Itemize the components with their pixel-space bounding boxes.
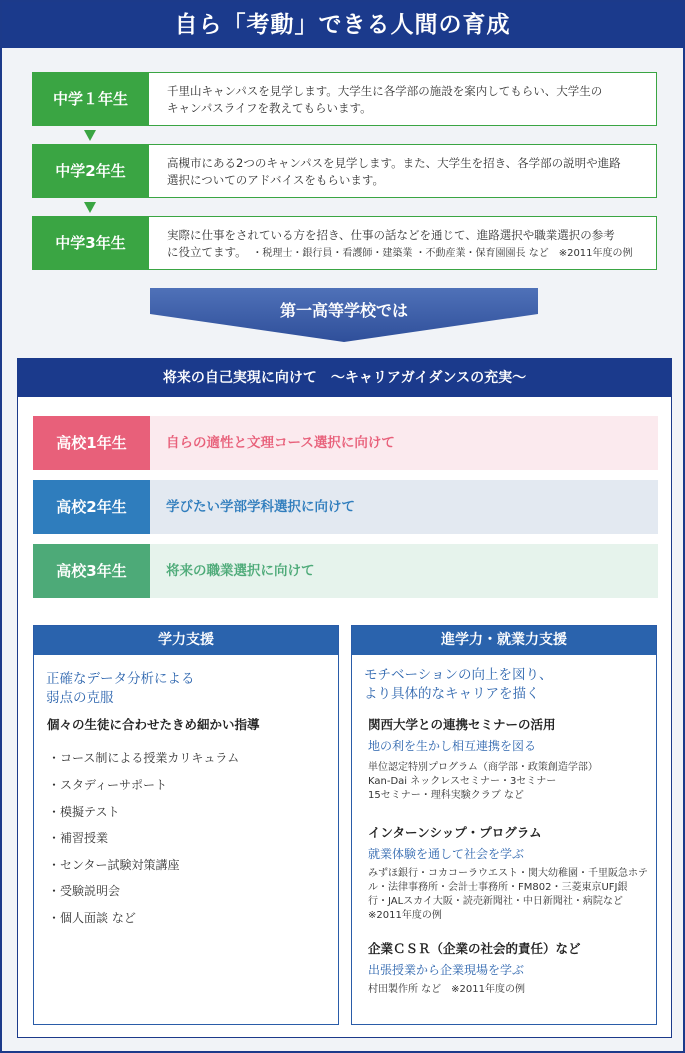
grade-description: 実際に仕事をされている方を招き、仕事の話などを通じて、進路選択や職業選択の参考 に役立てます。 ・税理士・銀行員・看護師・建築業 ・不動産業・保育園園長 など ※2011年度の例 — [149, 216, 657, 270]
section-title: 企業ＣＳＲ（企業の社会的責任）など — [368, 941, 581, 956]
section-subtitle: 出張授業から企業現場を学ぶ — [368, 963, 525, 977]
grade-goal: 将来の職業選択に向けて — [150, 544, 658, 598]
panel-header: 将来の自己実現に向けて ～キャリアガイダンスの充実～ — [18, 359, 671, 397]
list-item: ・模擬テスト — [48, 805, 120, 819]
grade-label: 中学3年生 — [32, 216, 149, 270]
page-title: 自ら「考動」できる人間の育成 — [2, 2, 683, 48]
grade-description: 高槻市にある2つのキャンパスを見学します。また、大学生を招き、各学部の説明や進路 選択についてのアドバイスをもらいます。 — [149, 144, 657, 198]
list-item: ・センター試験対策講座 — [48, 858, 180, 872]
junior-high-row-1 — [32, 72, 657, 126]
junior-high-row-3 — [32, 216, 657, 270]
career-support-box — [351, 625, 657, 1025]
section-body: 単位認定特別プログラム（商学部・政策創造学部） Kan-Dai ネックレスセミナー・3セミナー 15セミナー・理科実験クラブ など — [368, 762, 598, 801]
junior-high-row-2 — [32, 144, 657, 198]
grade-label: 高校3年生 — [33, 544, 150, 598]
section-title: インターンシップ・プログラム — [368, 825, 542, 840]
banner-text: 第一高等学校では — [279, 301, 408, 320]
grade-goal: 学びたい学部学科選択に向けて — [150, 480, 658, 534]
down-arrow-icon — [84, 202, 96, 213]
box-lead-line: より具体的なキャリアを描く — [364, 686, 540, 702]
high-school-row-2 — [33, 480, 658, 534]
section-subtitle: 地の利を生かし相互連携を図る — [368, 739, 537, 753]
grade-goal: 自らの適性と文理コース選択に向けて — [150, 416, 658, 470]
list-item: ・コース制による授業カリキュラム — [48, 751, 240, 765]
grade-label: 中学2年生 — [32, 144, 149, 198]
box-lead-line: 正確なデータ分析による — [46, 671, 195, 687]
transition-banner — [150, 288, 538, 342]
academic-support-box — [33, 625, 339, 1025]
high-school-panel — [17, 358, 672, 1038]
grade-description: 千里山キャンパスを見学します。大学生に各学部の施設を案内してもらい、大学生の キャンパスライフを教えてもらいます。 — [149, 72, 657, 126]
grade-label: 中学１年生 — [32, 72, 149, 126]
list-item: ・スタディーサポート — [48, 778, 168, 792]
grade-label: 高校1年生 — [33, 416, 150, 470]
list-item: ・補習授業 — [48, 831, 109, 845]
section-subtitle: 就業体験を通して社会を学ぶ — [368, 847, 525, 861]
high-school-row-3 — [33, 544, 658, 598]
section-body: みずほ銀行・コカコーラウエスト・関大幼稚園・千里阪急ホテ ル・法律事務所・会計士事務所・FM802・三菱東京UFJ銀 行・JALスカイ大阪・読売新聞社・中日新聞社・病院など ※2011年度の例 — [368, 868, 648, 921]
example-note: ・税理士・銀行員・看護師・建築業 ・不動産業・保育園園長 など ※2011年度の例 — [252, 248, 633, 259]
grade-label: 高校2年生 — [33, 480, 150, 534]
box-emphasis: 個々の生徒に合わせたきめ細かい指導 — [47, 717, 260, 732]
section-body: 村田製作所 など ※2011年度の例 — [368, 984, 526, 995]
down-arrow-icon — [84, 130, 96, 141]
list-item: ・受験説明会 — [48, 884, 121, 898]
list-item: ・個人面談 など — [48, 911, 136, 925]
box-lead-line: モチベーションの向上を図り、 — [364, 667, 553, 683]
section-title: 関西大学との連携セミナーの活用 — [368, 717, 556, 732]
box-lead-line: 弱点の克服 — [46, 690, 114, 706]
box-header: 学力支援 — [34, 626, 338, 655]
high-school-row-1 — [33, 416, 658, 470]
box-header: 進学力・就業力支援 — [352, 626, 656, 655]
